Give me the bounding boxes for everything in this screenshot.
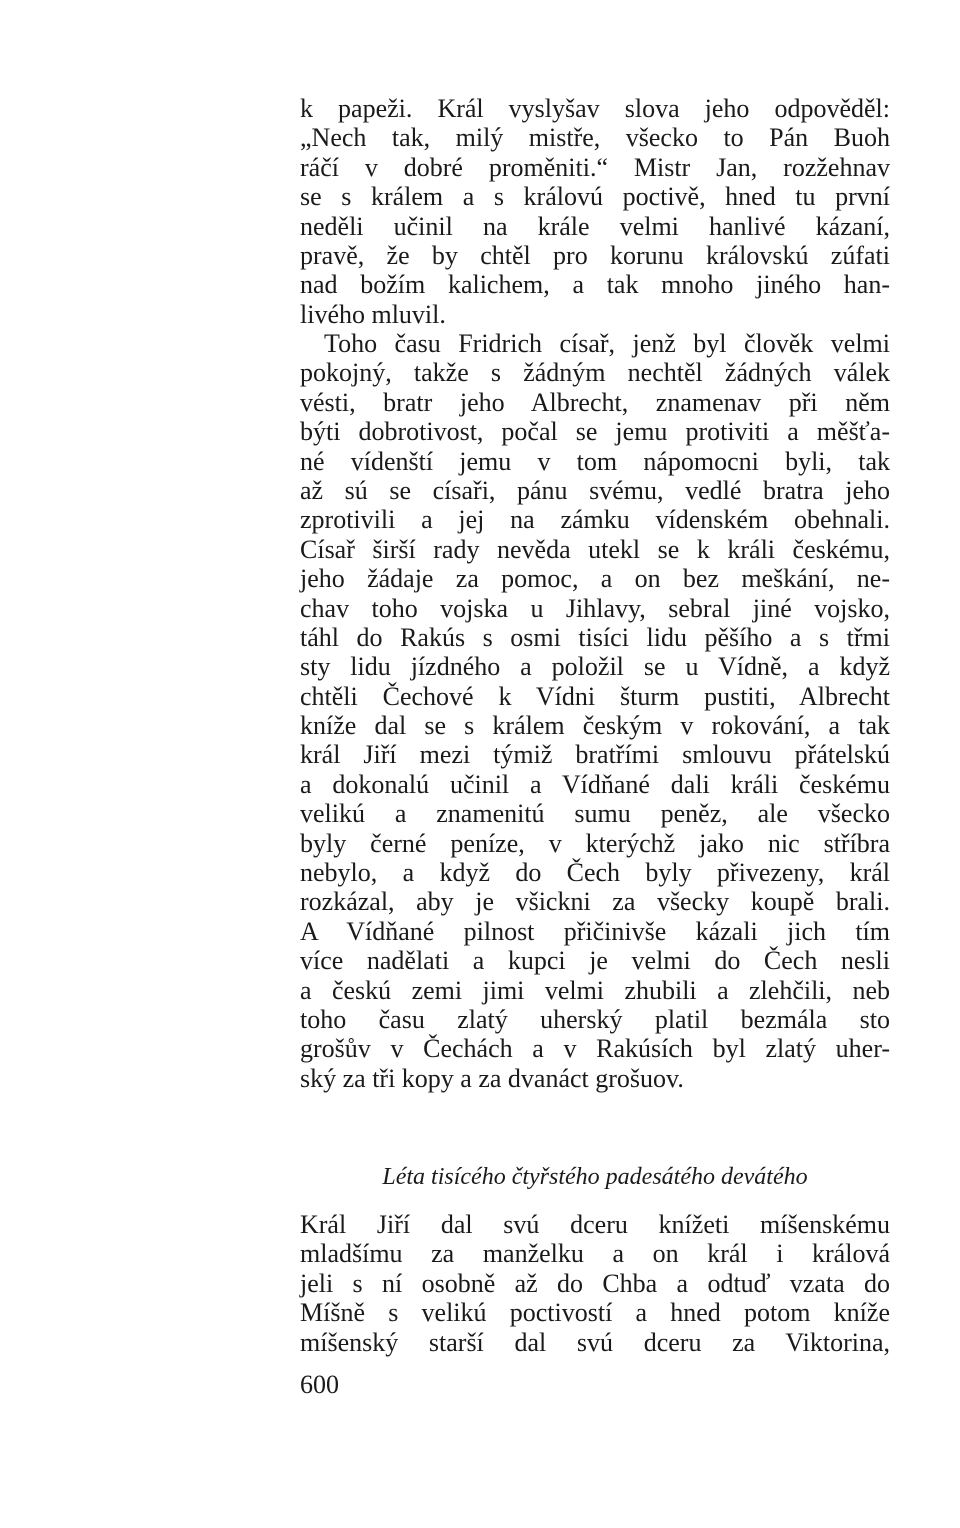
text-line: se s králem a s královú poctivě, hned tu první xyxy=(300,182,890,212)
page-number: 600 xyxy=(300,1370,339,1399)
text-line: „Nech tak, milý mistře, všecko to Pán Buoh xyxy=(300,123,890,153)
section-heading: Léta tisícého čtyřstého padesátého devátého xyxy=(382,1164,808,1190)
text-line: jeli s ní osobně až do Chba a odtuď vzata do xyxy=(300,1268,890,1298)
text-line: toho času zlatý uherský platil bezmála sto xyxy=(300,1004,890,1034)
text-line: rozkázal, aby je všickni za všecky koupě brali. xyxy=(300,887,890,917)
text-line: k papeži. Král vyslyšav slova jeho odpověděl: xyxy=(300,94,890,123)
text-line: Císař širší rady nevěda utekl se k králi českému, xyxy=(300,534,890,564)
paragraph-continued xyxy=(300,94,890,329)
text-line: Toho času Fridrich císař, jenž byl člověk velmi xyxy=(324,329,890,358)
text-line: chtěli Čechové k Vídni šturm pustiti, Albrecht xyxy=(300,681,890,711)
text-line: jeho žádaje za pomoc, a on bez meškání, ne- xyxy=(300,564,890,594)
text-line: né vídenští jemu v tom nápomocni byli, tak xyxy=(300,446,890,476)
text-line: Král Jiří dal svú dceru knížeti míšenskému xyxy=(300,1210,890,1239)
text-line: nad božím kalichem, a tak mnoho jiného han- xyxy=(300,270,890,300)
text-line: král Jiří mezi týmiž bratřími smlouvu přátelskú xyxy=(300,740,890,770)
text-line: míšenský starší dal svú dceru za Viktorina, xyxy=(300,1327,890,1357)
text-line: pravě, že by chtěl pro korunu královskú zúfati xyxy=(300,240,890,270)
paragraph-kral-jiri xyxy=(300,1210,890,1357)
text-line: livého mluvil. xyxy=(300,299,446,329)
text-line: více nadělati a kupci je velmi do Čech nesli xyxy=(300,946,890,976)
text-line: kníže dal se s králem českým v rokování, a tak xyxy=(300,711,890,741)
text-line: nebylo, a když do Čech byly přivezeny, král xyxy=(300,858,890,888)
text-line: byly černé peníze, v kterýchž jako nic stříbra xyxy=(300,828,890,858)
text-line: býti dobrotivost, počal se jemu protiviti a měšťa- xyxy=(300,417,890,447)
text-line: a dokonalú učinil a Vídňané dali králi českému xyxy=(300,769,890,799)
text-line: a českú zemi jimi velmi zhubili a zlehčili, neb xyxy=(300,975,890,1005)
text-line: až sú se císaři, pánu svému, vedlé bratra jeho xyxy=(300,475,890,505)
text-line: ráčí v dobré proměniti.“ Mistr Jan, rozžehnav xyxy=(300,152,890,182)
text-line: ský za tři kopy a za dvanáct grošuov. xyxy=(300,1063,684,1093)
text-line: mladšímu za manželku a on král i králová xyxy=(300,1239,890,1269)
text-line: velikú a znamenitú sumu peněz, ale všecko xyxy=(300,799,890,829)
paragraph-fridrich xyxy=(300,329,890,1093)
text-line: A Vídňané pilnost přičinivše kázali jich tím xyxy=(300,916,890,946)
text-line: pokojný, takže s žádným nechtěl žádných válek xyxy=(300,358,890,388)
text-line: vésti, bratr jeho Albrecht, znamenav při něm xyxy=(300,387,890,417)
text-line: zprotivili a jej na zámku vídenském obehnali. xyxy=(300,505,890,535)
text-line: táhl do Rakús s osmi tisíci lidu pěšího a s třmi xyxy=(300,622,890,652)
text-line: chav toho vojska u Jihlavy, sebral jiné vojsko, xyxy=(300,593,890,623)
text-line: sty lidu jízdného a položil se u Vídně, a když xyxy=(300,652,890,682)
text-line: grošův v Čechách a v Rakúsích byl zlatý uher- xyxy=(300,1034,890,1064)
text-line: neděli učinil na krále velmi hanlivé kázaní, xyxy=(300,211,890,241)
text-line: Míšně s velikú poctivostí a hned potom kníže xyxy=(300,1298,890,1328)
